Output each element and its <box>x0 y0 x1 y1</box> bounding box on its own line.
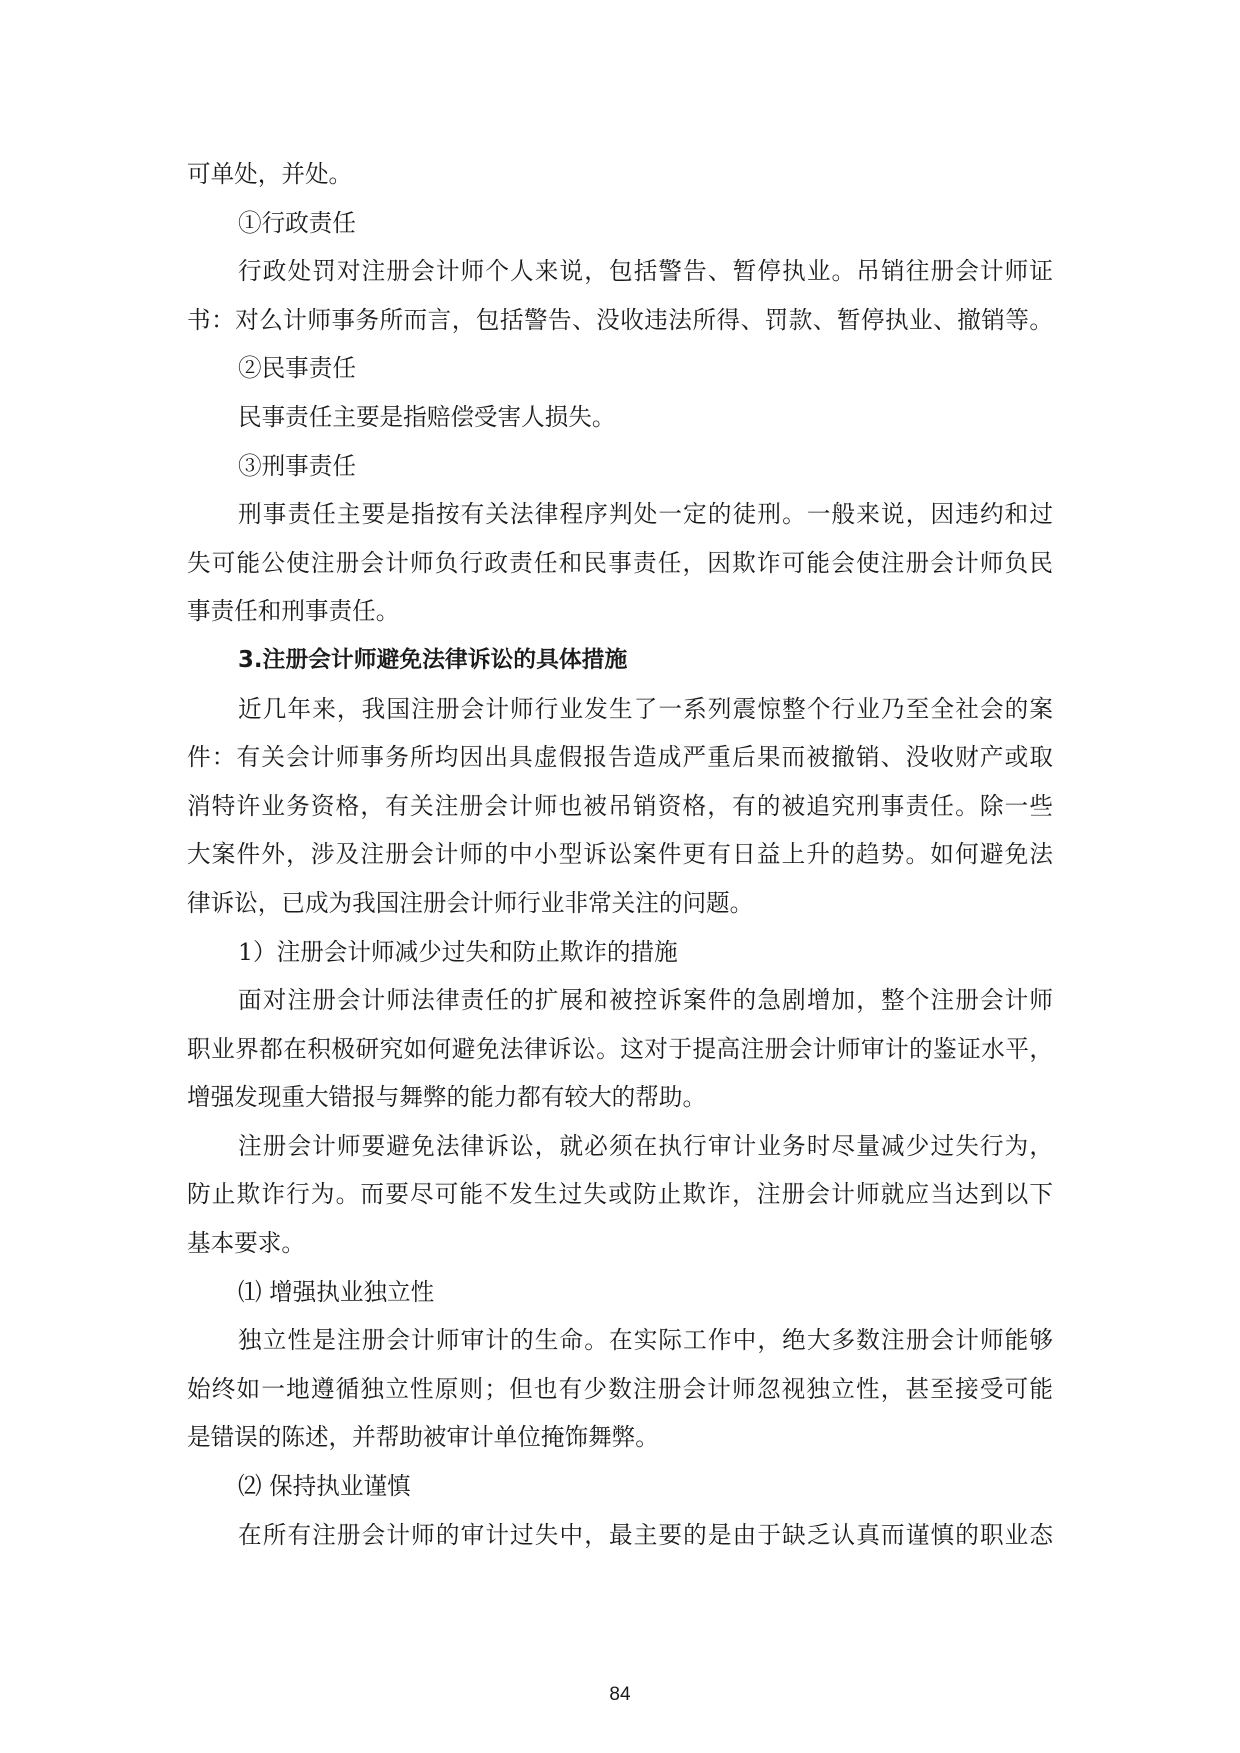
text-line: 增强发现重大错报与舞弊的能力都有较大的帮助。 <box>187 1083 707 1112</box>
subheading-criminal-liability: ③刑事责任 <box>238 451 356 480</box>
text-line: 是错误的陈述，并帮助被审计单位掩饰舞弊。 <box>187 1423 659 1452</box>
text-line: 刑事责任主要是指按有关法律程序判处一定的徒刑。一般来说，因违约和过 <box>238 500 1053 529</box>
text-line: 民事责任主要是指赔偿受害人损失。 <box>238 402 616 431</box>
body-text <box>187 150 1053 1559</box>
text-line: 事责任和刑事责任。 <box>187 597 400 626</box>
item-heading-independence: ⑴ 增强执业独立性 <box>238 1277 435 1306</box>
text-line: 始终如一地遵循独立性原则；但也有少数注册会计师忽视独立性，甚至接受可能 <box>187 1374 1053 1403</box>
text-line: 注册会计师要避免法律诉讼，就必须在执行审计业务时尽量减少过失行为， <box>238 1131 1053 1160</box>
text-line: 近几年来，我国注册会计师行业发生了一系列震惊整个行业乃至全社会的案 <box>238 694 1053 723</box>
text-line: 在所有注册会计师的审计过失中，最主要的是由于缺乏认真而谨慎的职业态 <box>238 1520 1053 1549</box>
text-line: 面对注册会计师法律责任的扩展和被控诉案件的急剧增加，整个注册会计师 <box>238 986 1053 1015</box>
text-line: 失可能公使注册会计师负行政责任和民事责任，因欺诈可能会使注册会计师负民 <box>187 548 1053 577</box>
item-heading-due-care: ⑵ 保持执业谨慎 <box>238 1472 411 1501</box>
subheading-civil-liability: ②民事责任 <box>238 354 356 383</box>
text-line: 书：对么计师事务所而言，包括警告、没收违法所得、罚款、暂停执业、撤销等。 <box>187 305 1053 334</box>
text-line: 消特许业务资格，有关注册会计师也被吊销资格，有的被追究刑事责任。除一些 <box>187 791 1053 820</box>
text-line: 可单处，并处。 <box>187 160 353 188</box>
page-number: 84 <box>609 1684 631 1705</box>
text-line: 职业界都在积极研究如何避免法律诉讼。这对于提高注册会计师审计的鉴证水平， <box>187 1034 1053 1063</box>
text-line: 防止欺诈行为。而要尽可能不发生过失或防止欺诈，注册会计师就应当达到以下 <box>187 1180 1053 1209</box>
text-line: 大案件外，涉及注册会计师的中小型诉讼案件更有日益上升的趋势。如何避免法 <box>187 840 1053 869</box>
subsection-heading: 1）注册会计师减少过失和防止欺诈的措施 <box>238 937 678 966</box>
text-line: 独立性是注册会计师审计的生命。在实际工作中，绝大多数注册会计师能够 <box>238 1326 1053 1355</box>
subheading-administrative-liability: ①行政责任 <box>238 208 356 237</box>
text-line: 行政处罚对注册会计师个人来说，包括警告、暂停执业。吊销往册会计师证 <box>238 257 1053 286</box>
text-line: 件：有关会计师事务所均因出具虚假报告造成严重后果而被撤销、没收财产或取 <box>187 743 1053 772</box>
text-line: 律诉讼，已成为我国注册会计师行业非常关注的问题。 <box>187 888 754 917</box>
text-line: 基本要求。 <box>187 1229 305 1258</box>
section-heading: 3.注册会计师避免法律诉讼的具体措施 <box>238 646 628 673</box>
